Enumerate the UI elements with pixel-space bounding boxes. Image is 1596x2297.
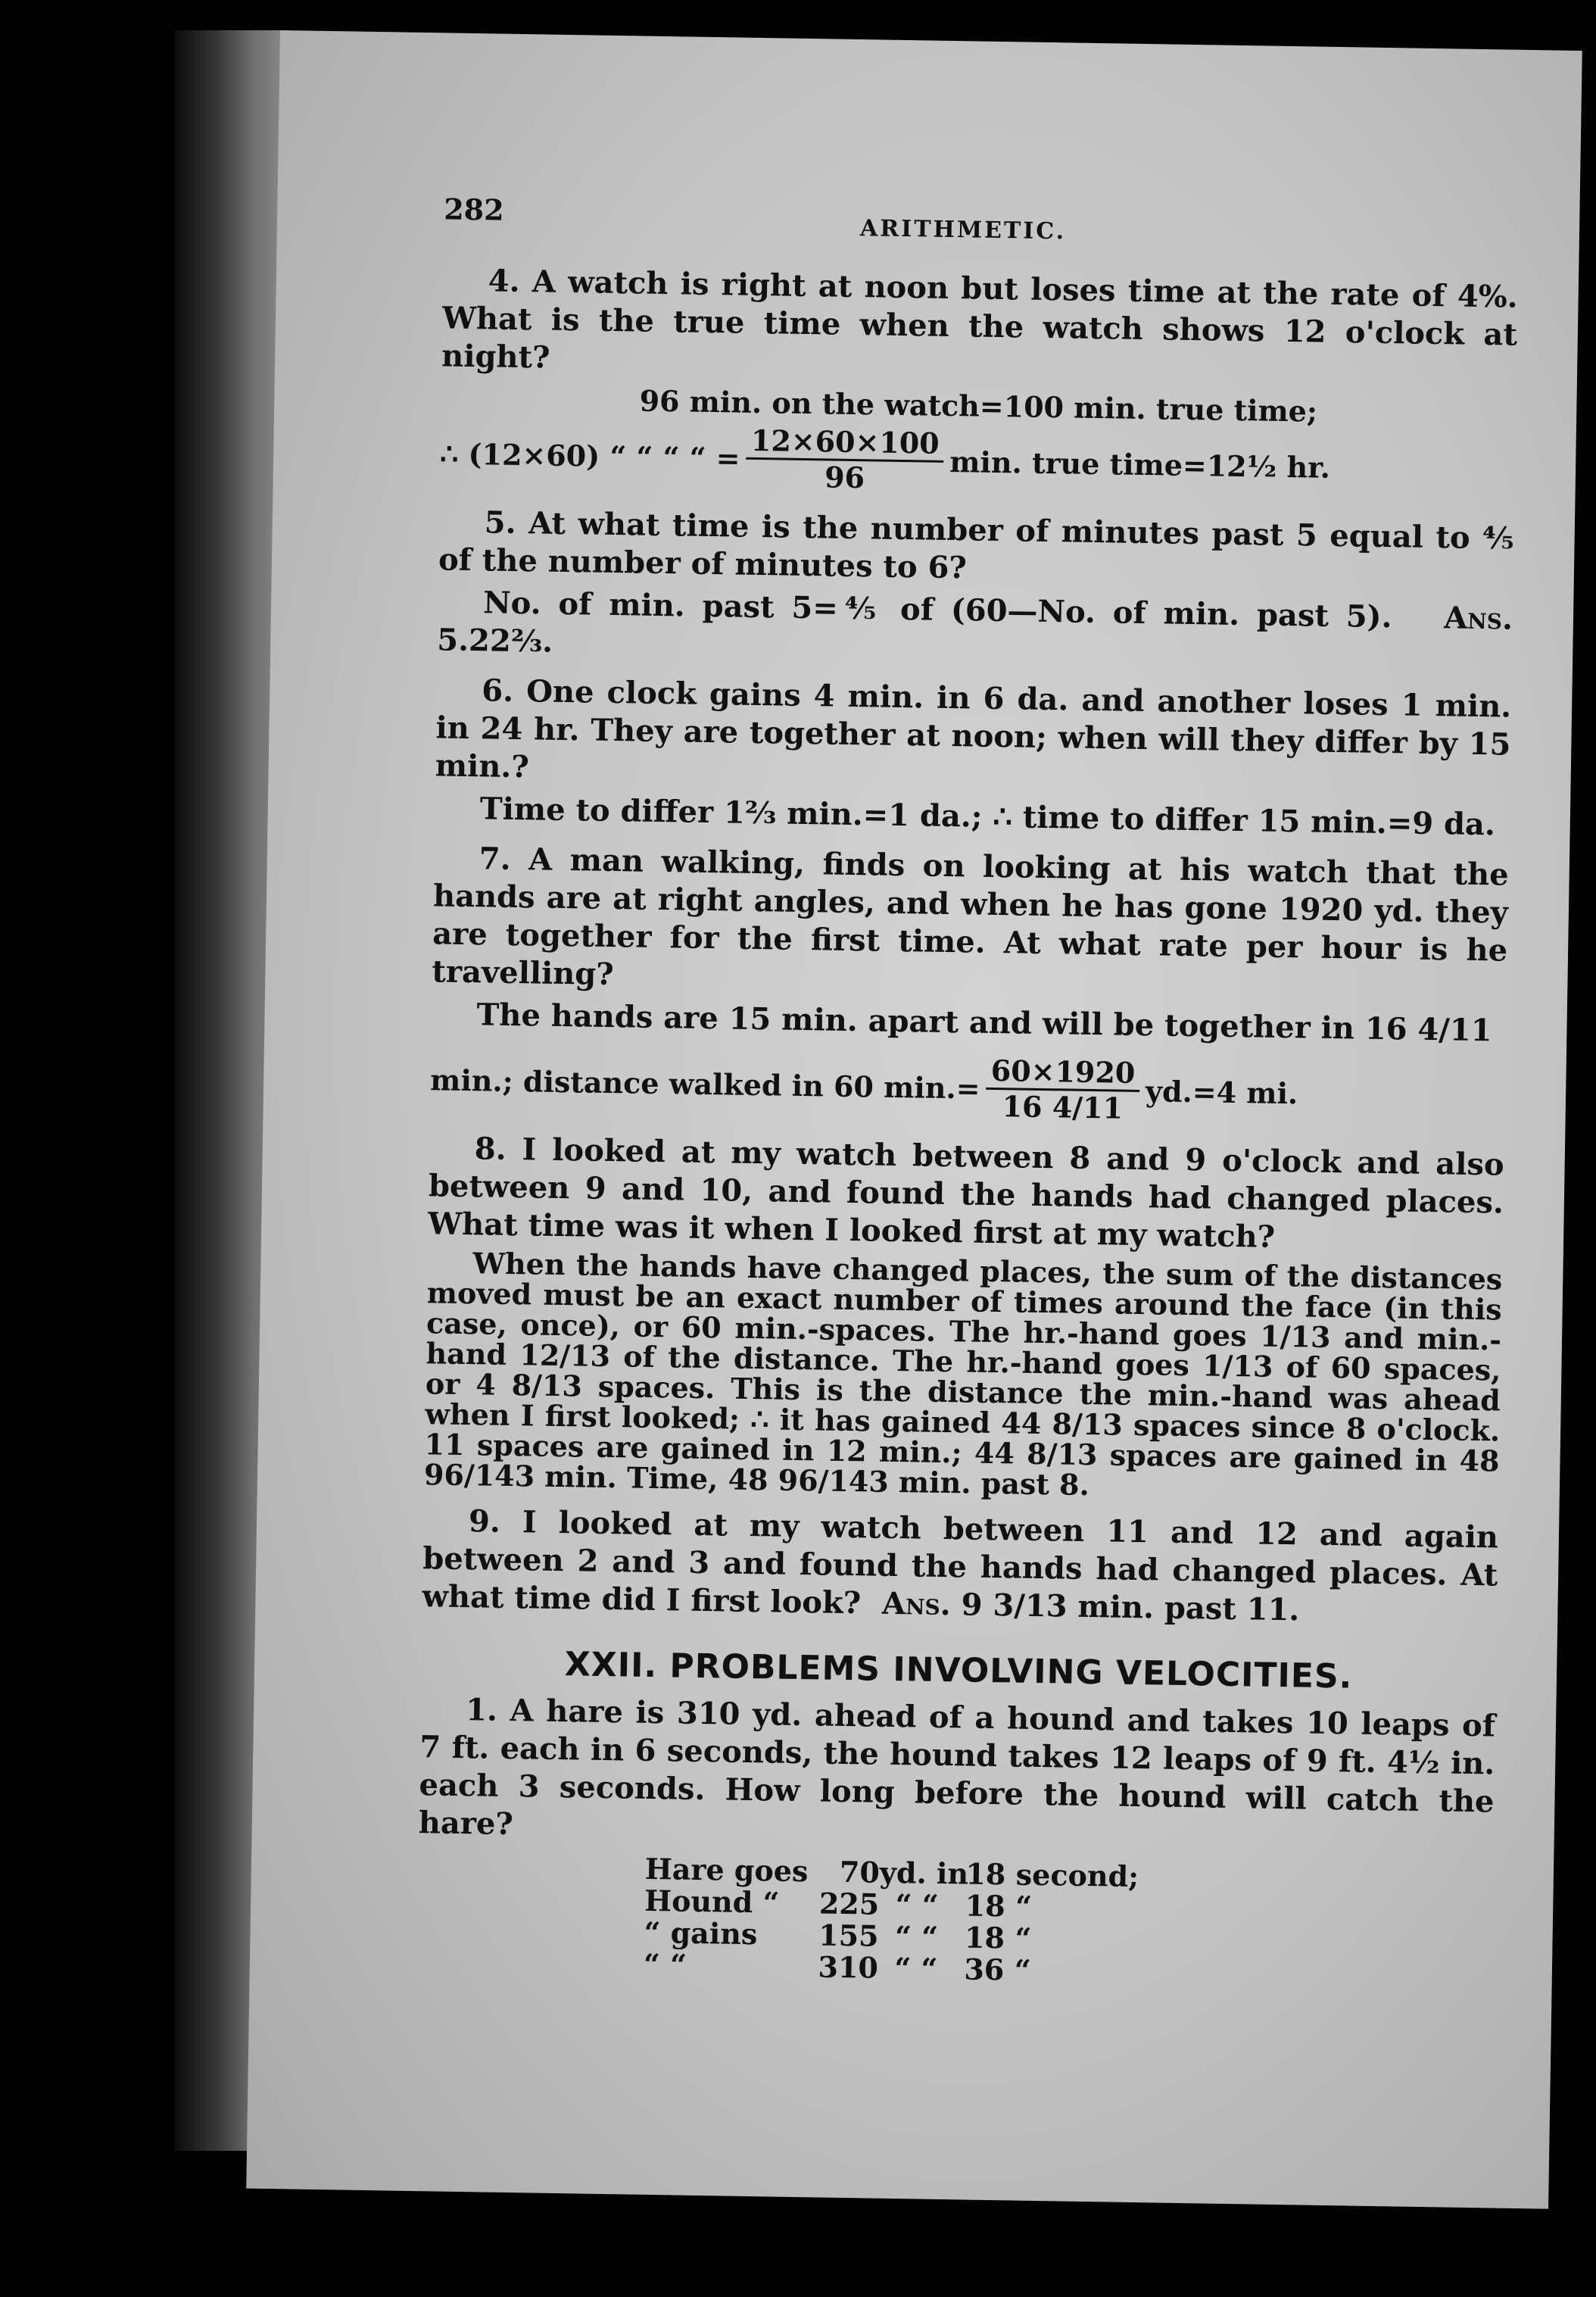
table-cell: “ gains [644,1915,758,1952]
table-cell: “ [1015,1889,1033,1924]
problem-7-question: 7. A man walking, finds on looking at his watch that the hands are at right angles, and when he has gone 1920 yd. they are together for the first time. At what rate per hour is he travelling? [432,841,1510,993]
table-cell: “ [1014,1952,1032,1987]
running-head: ARITHMETIC. [859,215,1067,245]
problem-7-fraction [986,1054,1140,1125]
problem-5-answer-label: Ans. [1443,600,1513,637]
problem-7-equation [430,1045,1506,1131]
page-content [416,192,1520,1993]
problem-4-numerator: 12×60×100 [747,424,944,463]
problem-9-question-text: 9. I looked at my watch between 11 and 12 and again between 2 and 3 and found the hands had changed places. At what time did I first look? [422,1503,1499,1621]
table-cell: 18 [965,1856,1006,1892]
problem-8-solution: When the hands have changed places, the sum of the distances moved must be an exact number of times around the face (in this case, once), or 60 min.-spaces. The hr.-hand goes 1/13 and min.-hand 12/13 of the distance. The hr.-hand goes 1/13 of 60 spaces, or 4 8/13 spaces. This is the distance the min.-hand was ahead when I first looked; ∴ it has gained 44 8/13 spaces since 8 o'clock. 11 spaces are gained in 12 min.; 44 8/13 spaces are gained in 48 96/143 min. Time, 48 96/143 min. past 8. [423,1246,1503,1503]
problem-6-solution: Time to differ 1⅔ min.=1 da.; ∴ time to differ 15 min.=9 da. [479,791,1496,843]
table-cell: second; [1015,1857,1139,1894]
problem-4-fraction [746,424,944,496]
velocity-problem-1-question: 1. A hare is 310 yd. ahead of a hound and takes 10 leaps of 7 ft. each in 6 seconds, the hound takes 12 leaps of 9 ft. 4½ in. each 3 seconds. How long before the hound will catch the hare? [418,1692,1496,1843]
problem-5-solution [437,583,1513,676]
problem-4-equation [440,419,1516,504]
problem-4-denominator: 96 [824,460,865,495]
page-header [443,192,1519,269]
table-cell: 18 [965,1888,1006,1924]
table-cell: 155 [818,1918,879,1953]
problem-8-question: 8. I looked at my watch between 8 and 9 o'clock and also between 9 and 10, and found the hands had changed places. What time was it when I looked first at my watch? [427,1131,1505,1255]
table-cell: 70 [839,1854,881,1890]
problem-7-eq-left: min.; distance walked in 60 min.= [429,1063,980,1106]
table-cell: “ “ [643,1946,687,1982]
table-cell: “ “ [894,1951,938,1986]
table-cell: 18 [964,1920,1005,1955]
table-cell: 225 [818,1886,880,1921]
problem-4-question: 4. A watch is right at noon but loses time at the rate of 4%. What is the true time when the watch shows 12 o'clock at night? [441,263,1519,376]
velocity-problem-1-table [644,1853,1494,1994]
problem-5-solution-text: No. of min. past 5=⅘ of (60—No. of min. past 5). [482,585,1392,635]
table-cell: “ “ [895,1887,940,1922]
problem-5-answer: 5.22⅔. [437,622,553,660]
table-cell: Hound “ [644,1883,780,1920]
problem-4-line-1: 96 min. on the watch=100 min. true time; [639,383,1318,429]
table-cell: Hare goes [644,1851,809,1889]
problem-4-eq-right: min. true time=12½ hr. [949,444,1331,485]
problem-7-denominator: 16 4/11 [1002,1089,1124,1125]
problem-9-question [422,1502,1498,1632]
problem-9-answer-label: Ans. [881,1585,952,1623]
table-cell: 310 [818,1949,879,1985]
table-cell: yd. in [879,1855,969,1891]
section-heading: XXII. PROBLEMS INVOLVING VELOCITIES. [564,1645,1353,1696]
page-number: 282 [443,192,504,227]
problem-4-eq-left: ∴ (12×60) “ “ “ “ = [439,436,740,476]
table-cell: 36 [964,1952,1005,1987]
table-cell: “ [1015,1921,1032,1955]
problem-5-question: 5. At what time is the number of minutes past 5 equal to ⅘ of the number of minutes to 6? [438,504,1515,586]
book-page [246,30,1582,2209]
problem-7-eq-right: yd.=4 mi. [1145,1074,1298,1111]
problem-9-answer: 9 3/13 min. past 11. [961,1587,1300,1628]
table-cell: “ “ [894,1919,939,1954]
problem-7-numerator: 60×1920 [986,1054,1139,1092]
problem-7-solution: The hands are 15 min. apart and will be together in 16 4/11 [476,997,1492,1049]
problem-6-question: 6. One clock gains 4 min. in 6 da. and another loses 1 min. in 24 hr. They are together at noon; when will they differ by 15 min.? [435,673,1512,785]
